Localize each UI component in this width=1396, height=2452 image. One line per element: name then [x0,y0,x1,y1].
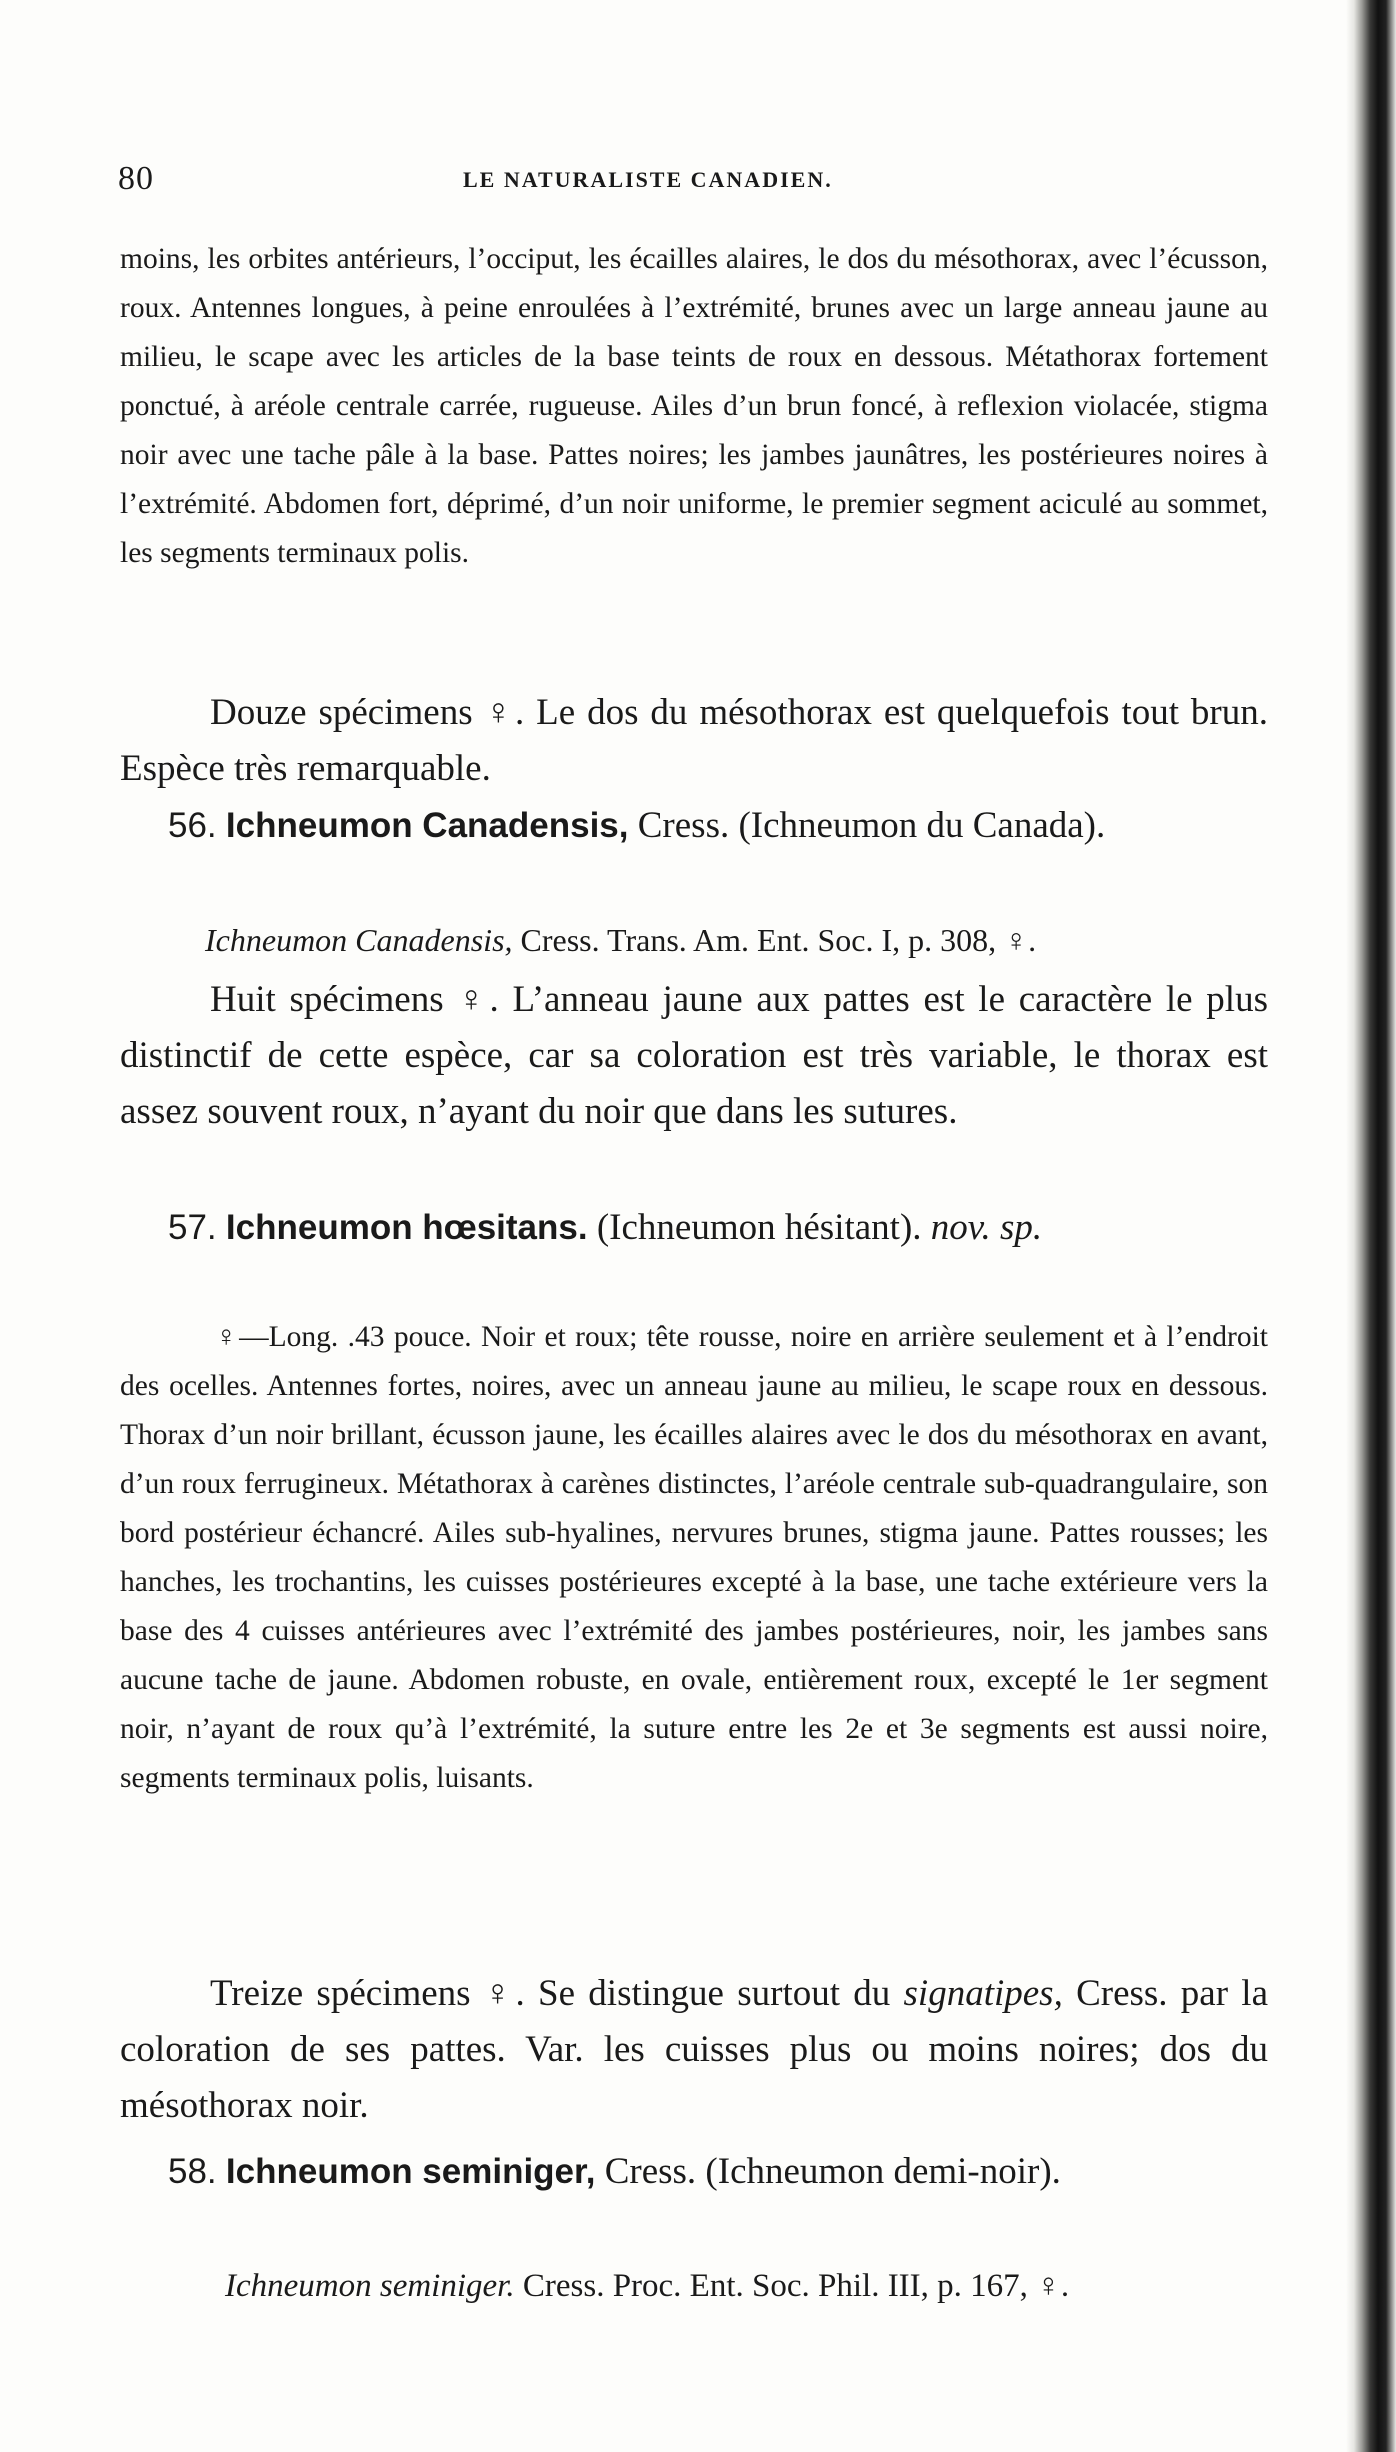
page-number: 80 [118,160,154,197]
running-head: LE NATURALISTE CANADIEN. [463,167,833,192]
reference-rest: Cress. Trans. Am. Ent. Soc. I, p. 308, ♀. [512,922,1037,958]
note-post: Cress. par la coloration de ses pattes. Var. les cuisses plus ou moins noires; dos du mésothorax noir. [120,1973,1269,2126]
species-name: Ichneumon hœsitans. [225,1208,588,1247]
note-57 [120,1966,1268,2134]
species-heading-rest: Cress. (Ichneumon du Canada). [628,805,1106,846]
paragraph-text: Huit spécimens ♀. L’anneau jaune aux pattes est le caractère le plus distinctif de cette espèce, car sa coloration est très variable, le thorax est assez souvent roux, n’ayant du noir que dans les sutures. [120,979,1268,1132]
species-heading-rest: Cress. (Ichneumon demi-noir). [595,2151,1061,2192]
species-name: Ichneumon Canadensis, [225,806,629,845]
description-56 [120,972,1268,1140]
species-heading-rest: (Ichneumon hésitant). [587,1207,931,1248]
book-binding-edge [1346,0,1396,2452]
species-heading-58 [120,2144,1268,2200]
paragraph-text: Douze spécimens ♀. Le dos du mésothorax est quelquefois tout brun. Espèce très remarquable. [120,692,1268,789]
species-heading-57 [120,1200,1268,1256]
species-number: 56. [168,806,217,845]
paragraph-douze-specimens [120,685,1268,797]
reference-rest: Cress. Proc. Ent. Soc. Phil. III, p. 167, ♀. [514,2268,1070,2304]
reference-56 [120,915,1268,965]
paragraph-text: moins, les orbites antérieurs, l’occiput, les écailles alaires, le dos du mésothorax, avec l’écusson, roux. Antennes longues, à peine enroulées à l’extrémité, brunes avec un large anneau jaune au milieu, le scape avec les articles de la base teints de roux en dessous. Métathorax fortement ponctué, à aréole centrale carrée, rugueuse. Ailes d’un brun foncé, à reflexion violacée, stigma noir avec une tache pâle à la base. Pattes noires; les jambes jaunâtres, les postérieures noires à l’extrémité. Abdomen fort, déprimé, d’un noir uniforme, le premier segment aciculé au sommet, les segments terminaux polis. [120,243,1268,569]
species-heading-56 [120,798,1268,854]
reference-58 [120,2261,1268,2311]
species-number: 58. [168,2152,217,2191]
species-number: 57. [168,1208,217,1247]
species-heading-italic: nov. sp. [930,1207,1043,1248]
species-name: Ichneumon seminiger, [225,2152,596,2191]
reference-italic: Ichneumon seminiger. [225,2268,515,2304]
note-italic: signatipes, [903,1973,1063,2014]
page-header [118,160,1263,200]
description-57 [120,1313,1268,1803]
paragraph-text: ♀—Long. .43 pouce. Noir et roux; tête rousse, noire en arrière seulement et à l’endroit des ocelles. Antennes fortes, noires, avec un anneau jaune au milieu, le scape roux en dessous. Thorax d’un noir brillant, écusson jaune, les écailles alaires avec le dos du mésothorax en avant, d’un roux ferrugineux. Métathorax à carènes distinctes, l’aréole centrale sub-quadrangulaire, son bord postérieur échancré. Ailes sub-hyalines, nervures brunes, stigma jaune. Pattes rousses; les hanches, les trochantins, les cuisses postérieures excepté à la base, une tache extérieure vers la base des 4 cuisses antérieures avec l’extrémité des jambes postérieures, noir, les jambes sans aucune tache de jaune. Abdomen robuste, en ovale, entièrement roux, excepté le 1er segment noir, n’ayant de roux qu’à l’extrémité, la suture entre les 2e et 3e segments est aussi noire, segments terminaux polis, luisants. [120,1321,1268,1794]
paragraph-continuation [120,235,1268,578]
note-pre: Treize spécimens ♀. Se distingue surtout du [210,1973,904,2014]
reference-italic: Ichneumon Canadensis, [205,922,513,958]
